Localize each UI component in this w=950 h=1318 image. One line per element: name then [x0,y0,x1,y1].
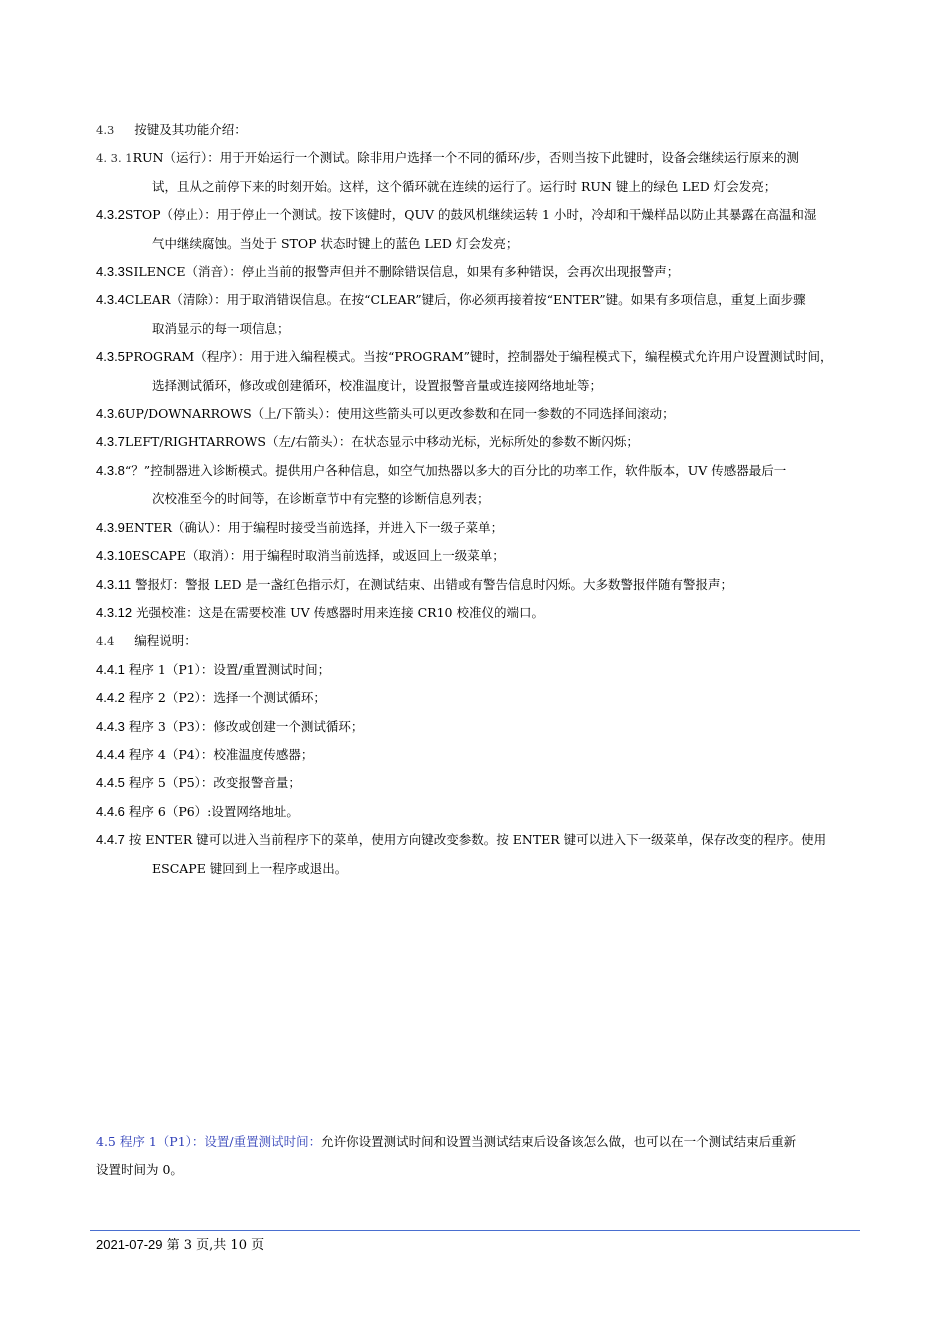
section-heading-4-4 [96,627,856,655]
item-text: 按 ENTER 键可以进入当前程序下的菜单，使用方向键改变参数。按 ENTER 键可以进入下一级菜单，保存改变的程序。使用 [124,832,827,848]
section-4-5-heading: 4.5 程序 1（P1）：设置/重置测试时间： [96,1134,322,1149]
item-text: RUN（运行）：用于开始运行一个测试。除非用户选择一个不同的循环/步，否则当按下此键时，设备会继续运行原来的测 [132,150,799,166]
section-heading-4-3 [96,116,856,144]
item-number: 4.3.12 [96,604,133,620]
item-number: 4.3.10 [96,548,133,564]
item-text: ESCAPE（取消）：用于编程时取消当前选择，或返回上一级菜单； [132,548,505,564]
list-item [96,286,856,314]
item-text: ENTER（确认）：用于编程时接受当前选择，并进入下一级子菜单； [124,519,504,535]
programming-list [96,656,856,883]
item-number: 4.4.2 [96,690,125,706]
section-4-5 [96,1128,856,1185]
item-text: 光强校准：这是在需要校准 UV 传感器时用来连接 CR10 校准仪的端口。 [132,604,544,620]
item-continuation: 气中继续腐蚀。当处于 STOP 状态时键上的蓝色 LED 灯会发亮； [152,235,519,251]
section-4-5-continuation: 设置时间为 0。 [96,1162,183,1178]
list-item [96,428,856,456]
list-item [96,798,856,826]
item-continuation: 次校准至今的时间等，在诊断章节中有完整的诊断信息列表； [152,491,490,507]
item-number: 4.4.4 [96,746,125,762]
item-continuation: ESCAPE 键回到上一程序或退出。 [152,860,348,876]
item-text: LEFT/RIGHTARROWS（左/右箭头）：在状态显示中移动光标，光标所处的参数不断闪烁； [124,434,639,450]
item-text: 程序 4（P4）：校准温度传感器； [124,746,314,762]
item-number: 4.4.3 [96,718,125,734]
item-number: 4.3.7 [96,434,125,450]
footer-rule [90,1230,860,1231]
list-item [96,144,856,172]
list-item [96,684,856,712]
section-title: 编程说明： [134,633,197,649]
item-number: 4.4.6 [96,803,125,819]
list-item [96,457,856,485]
list-item [96,400,856,428]
item-text: “？”控制器进入诊断模式。提供用户各种信息，如空气加热器以多大的百分比的功率工作，软件版本，UV 传感器最后一 [124,462,787,478]
item-continuation: 试，且从之前停下来的时刻开始。这样，这个循环就在连续的运行了。运行时 RUN 键上的绿色 LED 灯会发亮； [152,178,777,194]
list-item [96,741,856,769]
item-text: 程序 6（P6）:设置网络地址。 [124,803,299,819]
item-continuation: 选择测试循环，修改或创建循环，校准温度计，设置报警音量或连接网络地址等； [152,377,603,393]
section-number: 4.4 [96,634,115,649]
list-item [96,656,856,684]
list-item [96,769,856,797]
section-4-5-text: 允许你设置测试时间和设置当测试结束后设备该怎么做，也可以在一个测试结束后重新 [321,1134,797,1149]
item-number: 4.4.1 [96,661,125,677]
list-item [96,514,856,542]
section-number: 4.3 [96,123,115,137]
list-item [96,571,856,599]
item-number: 4.3.9 [96,519,125,535]
footer-date: 2021-07-29 [96,1237,163,1252]
section-title: 按键及其功能介绍： [134,122,247,137]
list-item [96,826,856,854]
item-text: 程序 1（P1）：设置/重置测试时间； [124,661,331,677]
item-number: 4.3.8 [96,462,125,478]
item-number: 4.3.5 [96,349,125,365]
item-number: 4.3.4 [96,292,125,308]
list-item [96,343,856,371]
item-number: 4.4.5 [96,775,125,791]
item-text: SILENCE（消音）：停止当前的报警声但并不删除错误信息，如果有多种错误，会再次出现报警声； [124,264,680,280]
item-text: 程序 5（P5）：改变报警音量； [124,775,301,791]
list-item [96,258,856,286]
item-text: CLEAR（清除）：用于取消错误信息。在按“CLEAR”键后，你必须再接着按“ENTER”键。如果有多项信息，重复上面步骤 [124,292,806,308]
item-text: UP/DOWNARROWS（上/下箭头）：使用这些箭头可以更改参数和在同一参数的不同选择间滚动； [124,406,675,422]
footer-page-number: 第 3 页,共 10 页 [162,1238,265,1253]
item-number: 4.3.3 [96,264,125,280]
section-4-5-line [96,1128,856,1156]
item-text: PROGRAM（程序）：用于进入编程模式。当按“PROGRAM”键时，控制器处于编程模式下，编程模式允许用户设置测试时间， [124,349,833,365]
item-number: 4.3.6 [96,406,125,422]
page-footer [96,1236,264,1255]
item-text: 程序 2（P2）：选择一个测试循环； [124,690,326,706]
item-continuation: 取消显示的每一项信息； [152,320,290,336]
item-number: 4. 3. 1 [96,151,133,166]
list-item [96,713,856,741]
item-number: 4.4.7 [96,832,125,848]
item-number: 4.3.2 [96,207,125,223]
list-item [96,599,856,627]
item-number: 4.3.11 [96,576,132,592]
key-function-list [96,144,856,627]
list-item [96,542,856,570]
item-text: 程序 3（P3）：修改或创建一个测试循环； [124,718,364,734]
item-text: STOP（停止）：用于停止一个测试。按下该健时，QUV 的鼓风机继续运转 1 小时，冷却和干燥样品以防止其暴露在高温和湿 [124,207,817,223]
document-body [96,116,856,883]
item-text: 警报灯：警报 LED 是一盏红色指示灯，在测试结束、出错或有警告信息时闪烁。大多数警报伴随有警报声； [131,576,734,592]
list-item [96,201,856,229]
